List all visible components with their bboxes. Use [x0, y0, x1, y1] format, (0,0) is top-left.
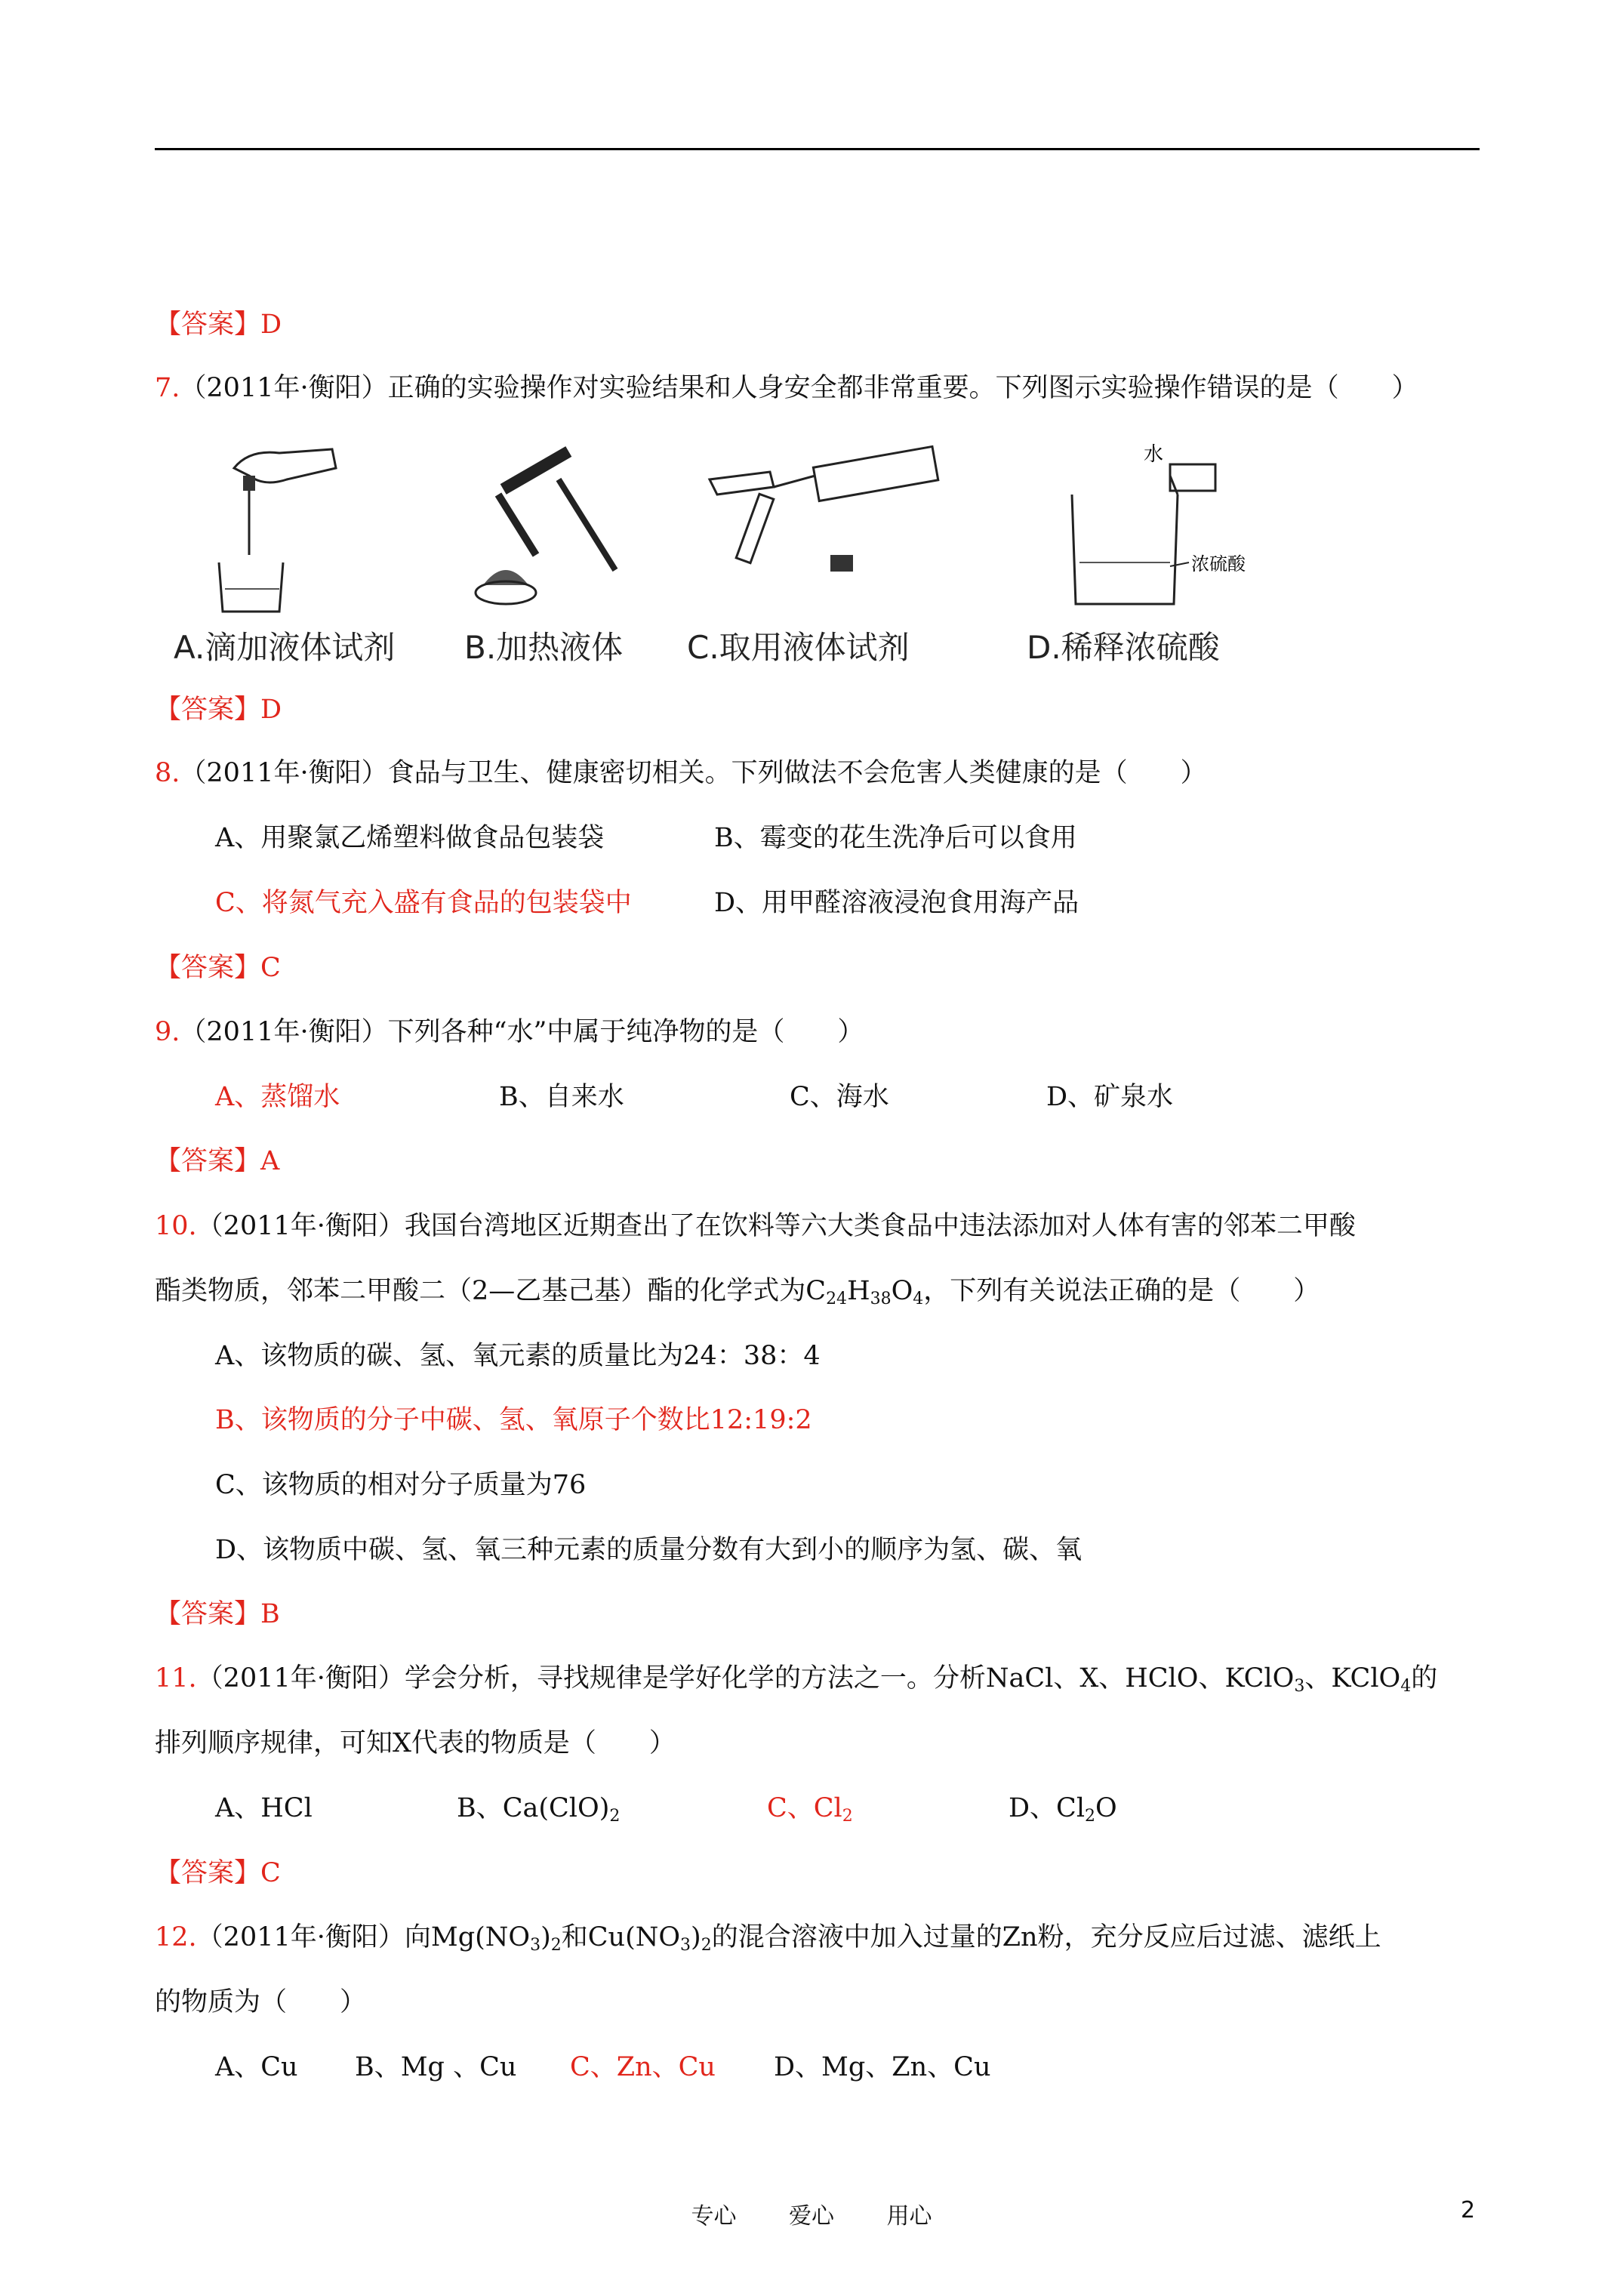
answer-8: 【答案】C: [155, 953, 281, 983]
page-footer: [0, 2197, 1623, 2230]
q11-option-d: D、$Cl_2O$: [1009, 1793, 1117, 1826]
q11-option-b: B、$Ca(ClO)_2$: [457, 1793, 621, 1826]
header-rule: [155, 148, 1480, 150]
acid-label: 浓硫酸: [1191, 553, 1246, 575]
question-8: 8.（2011年·衡阳）食品与卫生、健康密切相关。下列做法不会危害人类健康的是（ ）: [155, 758, 1207, 788]
question-11-line2: 排列顺序规律，可知X代表的物质是（ ）: [155, 1728, 676, 1758]
q11-option-a: A、HCl: [215, 1793, 313, 1823]
question-9: 9.（2011年·衡阳）下列各种“水”中属于纯净物的是（ ）: [155, 1017, 864, 1047]
water-label: 水: [1144, 443, 1164, 466]
q8-option-d: D、用甲醛溶液浸泡食用海产品: [714, 888, 1079, 918]
q10-option-c: C、该物质的相对分子质量为76: [215, 1470, 587, 1500]
question-11: 11.（2011年·衡阳）学会分析，寻找规律是学好化学的方法之一。分析NaCl、X、HClO、KClO$_3$、KClO$_4$的: [155, 1663, 1438, 1696]
page-number: 2: [1461, 2197, 1476, 2224]
fig-caption-a: A.滴加液体试剂: [174, 629, 396, 666]
q10-option-a: A、该物质的碳、氢、氧元素的质量比为24：38：4: [215, 1341, 821, 1371]
question-12: 12.（2011年·衡阳）向$Mg(NO_3)_2$和$Cu(NO_3)_2$的混合溶液中加入过量的Zn粉，充分反应后过滤、滤纸上: [155, 1922, 1381, 1955]
q12-option-a: A、Cu: [215, 2052, 298, 2082]
q12-option-d: D、Mg、Zn、Cu: [774, 2052, 991, 2082]
answer-7: 【答案】D: [155, 695, 282, 725]
fig-caption-c: C.取用液体试剂: [687, 629, 910, 666]
question-7: 7.（2011年·衡阳）正确的实验操作对实验结果和人身安全都非常重要。下列图示实验操作错误的是（ ）: [155, 373, 1418, 403]
question-10: 10.（2011年·衡阳）我国台湾地区近期查出了在饮料等六大类食品中违法添加对人体有害的邻苯二甲酸: [155, 1211, 1356, 1241]
dropper-figure: [204, 434, 355, 615]
q8-option-a: A、用聚氯乙烯塑料做食品包装袋: [215, 823, 605, 853]
answer-10: 【答案】B: [155, 1599, 280, 1629]
answer-9: 【答案】A: [155, 1146, 280, 1176]
q9-option-a: A、蒸馏水: [215, 1082, 340, 1112]
answer-6: 【答案】D: [155, 310, 282, 340]
heating-figure: [453, 434, 634, 615]
q9-option-b: B、自来水: [499, 1082, 624, 1112]
q8-option-c: C、将氮气充入盛有食品的包装袋中: [215, 888, 632, 918]
footer-item: 专心: [691, 2203, 737, 2230]
q10-option-d: D、该物质中碳、氢、氧三种元素的质量分数有大到小的顺序为氢、碳、氧: [215, 1535, 1083, 1565]
question-12-line2: 的物质为（ ）: [155, 1987, 367, 2017]
q9-option-c: C、海水: [790, 1082, 889, 1112]
fig-caption-d: D.稀释浓硫酸: [1027, 629, 1220, 666]
dilution-figure: [1057, 434, 1283, 615]
q8-option-b: B、霉变的花生洗净后可以食用: [714, 823, 1077, 853]
pouring-figure: [702, 434, 951, 615]
q9-option-d: D、矿泉水: [1046, 1082, 1174, 1112]
footer-item: 用心: [886, 2203, 932, 2230]
fig-caption-b: B.加热液体: [464, 629, 624, 666]
q11-option-c: C、$Cl_2$: [767, 1793, 853, 1826]
answer-11: 【答案】C: [155, 1858, 281, 1888]
question-10-line2: 酯类物质，邻苯二甲酸二（2—乙基己基）酯的化学式为$C_{24}H_{38}O_4$，下列有关说法正确的是（ ）: [155, 1276, 1320, 1308]
q12-option-c: C、Zn、Cu: [570, 2052, 716, 2082]
experiment-figures: [166, 434, 1298, 683]
q10-option-b: B、该物质的分子中碳、氢、氧原子个数比12:19:2: [215, 1405, 812, 1435]
q12-option-b: B、Mg 、Cu: [355, 2052, 517, 2082]
footer-item: 爱心: [789, 2203, 834, 2230]
